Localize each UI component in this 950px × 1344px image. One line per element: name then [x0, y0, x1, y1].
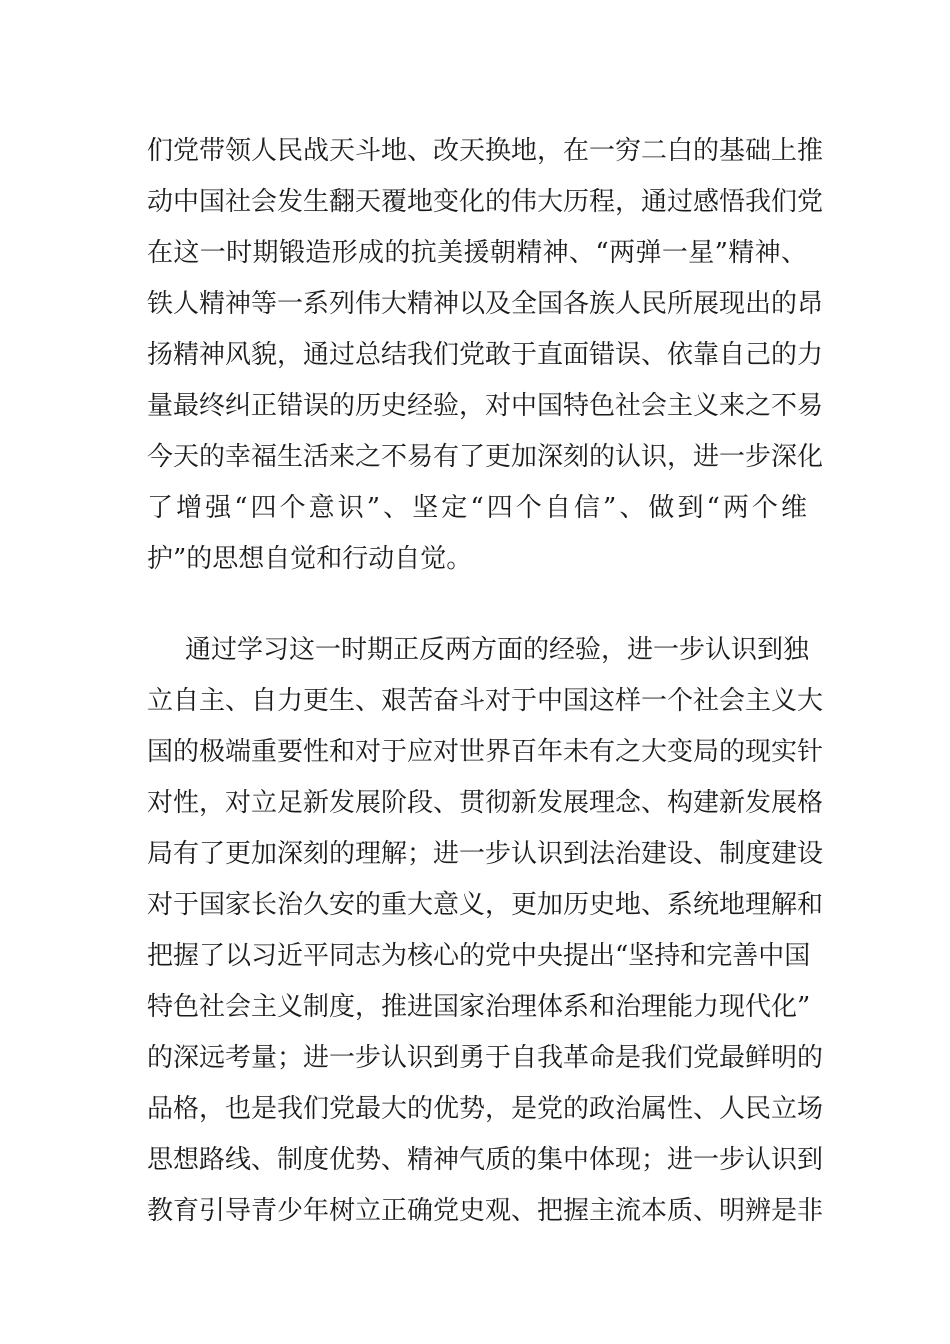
paragraph-1-line-4: 铁人精神等一系列伟大精神以及全国各族人民所展现出的昂	[147, 289, 824, 319]
paragraph-2-line-2: 立自主、自力更生、艰苦奋斗对于中国这样一个社会主义大	[147, 686, 824, 716]
paragraph-2-line-9: 的深远考量；进一步认识到勇于自我革命是我们党最鲜明的	[147, 1043, 824, 1073]
paragraph-2-line-10: 品格，也是我们党最大的优势，是党的政治属性、人民立场	[147, 1094, 824, 1124]
paragraph-2-line-5: 局有了更加深刻的理解；进一步认识到法治建设、制度建设	[147, 839, 824, 869]
paragraph-1-line-3: 在这一时期锻造形成的抗美援朝精神、“两弹一星”精神、	[147, 238, 807, 268]
paragraph-1-line-7: 今天的幸福生活来之不易有了更加深刻的认识，进一步深化	[147, 442, 824, 472]
paragraph-2-line-4: 对性，对立足新发展阶段、贯彻新发展理念、构建新发展格	[147, 788, 824, 818]
paragraph-2-line-1: 通过学习这一时期正反两方面的经验，进一步认识到独	[185, 635, 810, 665]
paragraph-1-line-9: 护”的思想自觉和行动自觉。	[147, 544, 473, 574]
paragraph-2-line-7: 把握了以习近平同志为核心的党中央提出“坚持和完善中国	[147, 941, 811, 971]
paragraph-1-line-5: 扬精神风貌，通过总结我们党敢于直面错误、依靠自己的力	[147, 340, 824, 370]
paragraph-1-line-6: 量最终纠正错误的历史经验，对中国特色社会主义来之不易	[147, 391, 824, 421]
paragraph-2-line-11: 思想路线、制度优势、精神气质的集中体现；进一步认识到	[147, 1145, 824, 1175]
paragraph-1-line-8: 了增强“四个意识”、坚定“四个自信”、做到“两个维	[147, 493, 807, 523]
paragraph-2-line-8: 特色社会主义制度，推进国家治理体系和治理能力现代化”	[147, 992, 811, 1022]
paragraph-2-line-6: 对于国家长治久安的重大意义，更加历史地、系统地理解和	[147, 890, 824, 920]
paragraph-2-line-12: 教育引导青少年树立正确党史观、把握主流本质、明辨是非	[147, 1196, 824, 1226]
paragraph-1-line-1: 们党带领人民战天斗地、改天换地，在一穷二白的基础上推	[147, 136, 824, 166]
paragraph-1-line-2: 动中国社会发生翻天覆地变化的伟大历程，通过感悟我们党	[147, 187, 824, 217]
paragraph-2-line-3: 国的极端重要性和对于应对世界百年未有之大变局的现实针	[147, 737, 824, 767]
